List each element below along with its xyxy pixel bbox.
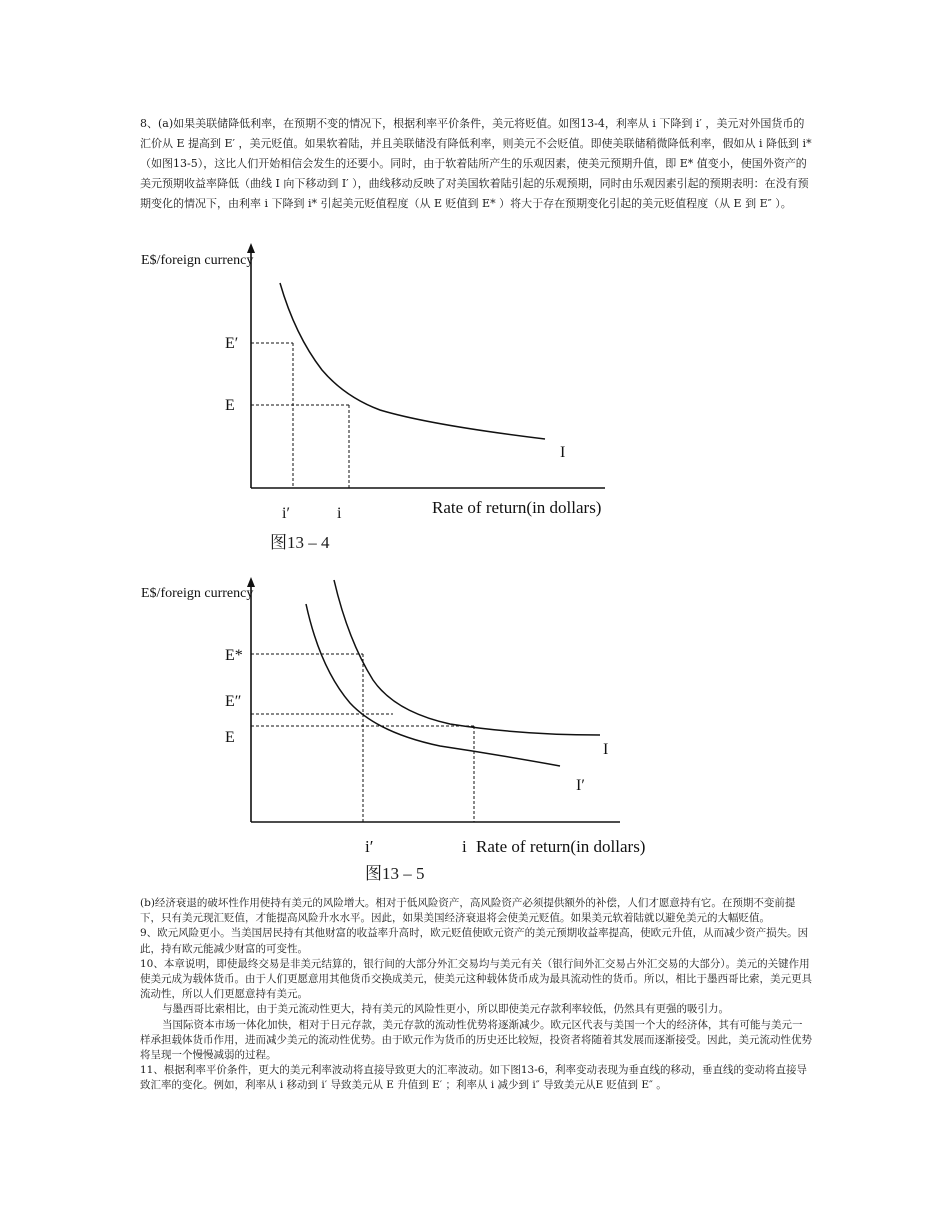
curve-label-I: I — [603, 741, 609, 758]
answers-body — [140, 896, 812, 1094]
x-axis-label: Rate of return(in dollars) — [432, 498, 602, 517]
figure-13-5-caption: 图13 – 5 — [365, 864, 425, 883]
x-tick-i: i — [462, 837, 467, 856]
curve-I-prime — [306, 604, 560, 766]
answer-10-text: 10、本章说明，即使最终交易是非美元结算的，银行间的大部分外汇交易均与美元有关（银行间外汇交易占外汇交易的大部分）。美元的关键作用使美元成为载体货币。由于人们更愿意用其他货币交换成美元，使美元这种载体货币成为最具流动性的货币。所以，相比于墨西哥比索，美元更具流动性，所以人们更愿意持有美元。 — [140, 957, 812, 1001]
x-tick-i-prime: i′ — [365, 837, 374, 856]
answer-10-followup-1: 与墨西哥比索相比，由于美元流动性更大，持有美元的风险性更小，所以即使美元存款利率较低，仍然具有更强的吸引力。 — [162, 1003, 729, 1016]
curve-label-I-prime: I′ — [576, 777, 585, 794]
y-tick-E-star: E* — [225, 647, 243, 664]
figure-13-4-caption: 图13 – 4 — [270, 533, 330, 552]
answer-10-followup-2: 当国际资本市场一体化加快，相对于日元存款，美元存款的流动性优势将逐渐减少。欧元区代表与美国一个大的经济体，其有可能与美元一样承担载体货币作用，进而减少美元的流动性优势。由于欧元作为货币的历史还比较短，投资者将随着其发展而逐渐接受。因此，美元流动性优势将呈现一个慢慢减弱的过程。 — [140, 1018, 812, 1062]
section-8-text: 8、(a)如果美联储降低利率，在预期不变的情况下，根据利率平价条件，美元将贬值。如图13-4，利率从 i 下降到 i′ ，美元对外国货币的汇价从 E 提高到 E′ ，美元贬值。如果软着陆，并且美联储没有降低利率，则美元不会贬值。即使美联储稍微降低利率，假如从 i 降低到 i* （如图13-5），这比人们开始相信会发生的还要小。同时，由于软着陆所产生的乐观因素，使美元预期升值，即 E* 值变小，使国外资产的美元预期收益率降低（曲线 I 向下移动到 I′ ），曲线移动反映了对美国软着陆引起的乐观预期，同时由乐观因素引起的预期表明：在没有预期变化的情况下，由利率 i 下降到 i* 引起美元贬值程度（从 E 贬值到 E* ）将大于存在预期变化引起的美元贬值程度（从 E 到 E″ ）。 — [140, 117, 812, 210]
y-tick-E: E — [225, 729, 235, 746]
x-tick-i-prime: i′ — [282, 505, 290, 522]
x-tick-i: i — [337, 505, 342, 522]
x-axis-label: Rate of return(in dollars) — [476, 837, 646, 856]
answer-b-text: (b)经济衰退的破坏性作用使持有美元的风险增大。相对于低风险资产，高风险资产必须提供额外的补偿，人们才愿意持有它。在预期不变前提下，只有美元现汇贬值，才能提高风险升水水平。因此，如果美国经济衰退将会使美元贬值。如果美元软着陆就以避免美元的大幅贬值。 — [140, 897, 796, 925]
y-axis-label: E$/foreign currency — [141, 586, 254, 601]
y-tick-E-double-prime: E″ — [225, 693, 242, 710]
answer-11-text: 11、根据利率平价条件，更大的美元利率波动将直接导致更大的汇率波动。如下图13-6，利率变动表现为垂直线的移动，垂直线的变动将直接导致汇率的变化。例如，利率从 i 移动到 i′ 导致美元从 E 升值到 E′ ；利率从 i 减少到 i″ 导致美元从E 贬值到 E″ 。 — [140, 1064, 807, 1092]
y-axis-label: E$/foreign currency — [141, 253, 254, 268]
curve-I — [334, 580, 600, 735]
curve-label-I: I — [560, 444, 566, 461]
y-tick-E-prime: E′ — [225, 335, 239, 352]
answer-9-text: 9、欧元风险更小。当美国居民持有其他财富的收益率升高时，欧元贬值使欧元资产的美元预期收益率提高，使欧元升值，从而减少资产损失。因此，持有欧元能减少财富的可变性。 — [140, 927, 809, 955]
y-tick-E: E — [225, 397, 235, 414]
